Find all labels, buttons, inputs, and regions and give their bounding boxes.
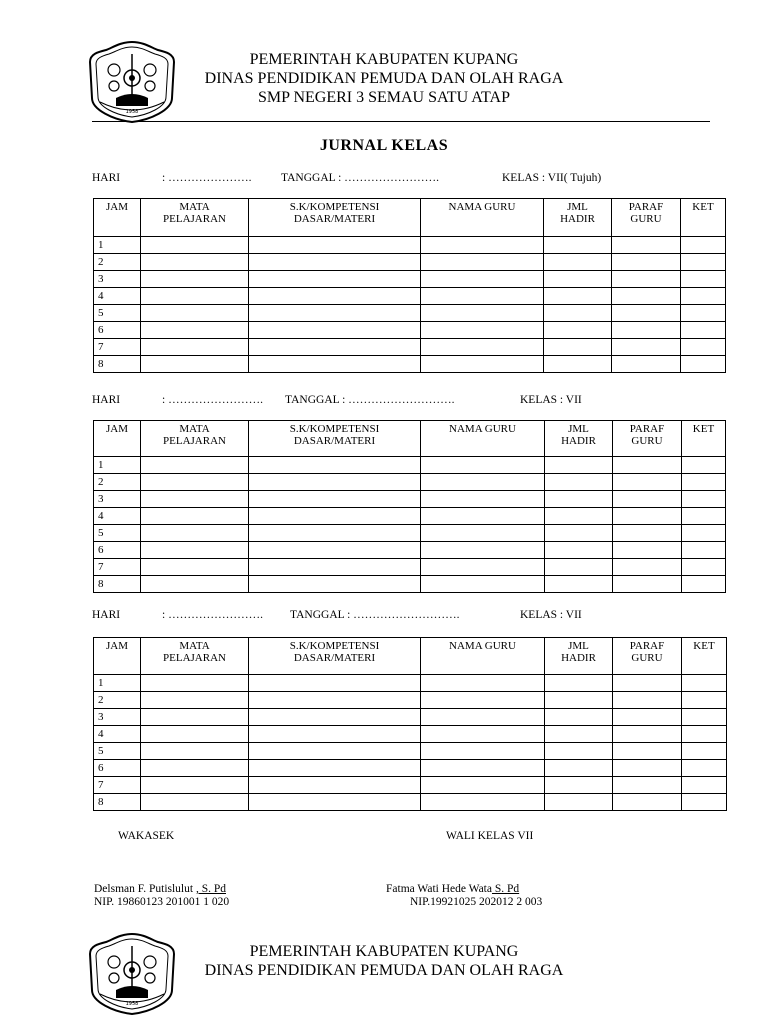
table-cell[interactable] xyxy=(613,760,682,777)
table-cell[interactable] xyxy=(249,794,421,811)
row-number: 3 xyxy=(94,491,141,508)
tanggal-field-3[interactable]: TANGGAL : ………………………. xyxy=(290,609,460,621)
table-cell[interactable] xyxy=(544,339,612,356)
table-cell[interactable] xyxy=(141,542,249,559)
row-number: 8 xyxy=(94,794,141,811)
col-ket: KET xyxy=(682,638,727,675)
table-row xyxy=(94,356,726,373)
table-cell[interactable] xyxy=(141,271,249,288)
table-cell[interactable] xyxy=(544,322,612,339)
table-cell[interactable] xyxy=(613,777,682,794)
table-cell[interactable] xyxy=(613,559,682,576)
table-cell[interactable] xyxy=(141,254,249,271)
row-number: 3 xyxy=(94,709,141,726)
row-number: 4 xyxy=(94,726,141,743)
signature-name-left: Delsman F. Putislulut , S. Pd xyxy=(94,883,226,895)
table-cell[interactable] xyxy=(421,322,544,339)
table-cell[interactable] xyxy=(681,237,726,254)
table-cell[interactable] xyxy=(421,777,545,794)
table-cell[interactable] xyxy=(141,726,249,743)
row-number: 1 xyxy=(94,675,141,692)
table-row xyxy=(94,709,727,726)
table-cell[interactable] xyxy=(545,709,613,726)
hari-field-1[interactable]: : …………………. xyxy=(162,172,252,184)
table-cell[interactable] xyxy=(141,743,249,760)
kelas-field-2: KELAS : VII xyxy=(520,394,582,406)
table-row xyxy=(94,474,726,491)
table-row xyxy=(94,525,726,542)
table-row xyxy=(94,322,726,339)
tanggal-field-1[interactable]: TANGGAL : ……………………. xyxy=(281,172,440,184)
table-cell[interactable] xyxy=(249,305,421,322)
table-cell[interactable] xyxy=(141,760,249,777)
table-cell[interactable] xyxy=(249,726,421,743)
table-row xyxy=(94,305,726,322)
col-paraf-guru: PARAF GURU xyxy=(613,638,682,675)
row-number: 8 xyxy=(94,356,141,373)
table-cell[interactable] xyxy=(681,339,726,356)
table-cell[interactable] xyxy=(141,777,249,794)
table-row xyxy=(94,508,726,525)
table-cell[interactable] xyxy=(545,474,613,491)
row-number: 7 xyxy=(94,777,141,794)
table-cell[interactable] xyxy=(249,542,421,559)
table-cell[interactable] xyxy=(613,794,682,811)
table-cell[interactable] xyxy=(545,542,613,559)
col-jam: JAM xyxy=(94,421,141,457)
table-cell[interactable] xyxy=(421,339,544,356)
table-cell[interactable] xyxy=(681,254,726,271)
row-number: 5 xyxy=(94,525,141,542)
row-number: 2 xyxy=(94,692,141,709)
table-cell[interactable] xyxy=(249,474,421,491)
footer-government: PEMERINTAH KABUPATEN KUPANG xyxy=(249,943,519,960)
col-jml-hadir: JML HADIR xyxy=(545,421,613,457)
table-cell[interactable] xyxy=(421,288,544,305)
table-cell[interactable] xyxy=(545,457,613,474)
table-cell[interactable] xyxy=(682,675,727,692)
col-kompetensi: S.K/KOMPETENSI DASAR/MATERI xyxy=(249,421,421,457)
table-cell[interactable] xyxy=(249,760,421,777)
table-cell[interactable] xyxy=(141,675,249,692)
table-cell[interactable] xyxy=(545,525,613,542)
table-cell[interactable] xyxy=(681,305,726,322)
table-cell[interactable] xyxy=(612,356,681,373)
table-cell[interactable] xyxy=(249,322,421,339)
hari-field-2[interactable]: : ……………………. xyxy=(162,394,263,406)
table-cell[interactable] xyxy=(613,542,682,559)
table-cell[interactable] xyxy=(141,474,249,491)
table-cell[interactable] xyxy=(249,675,421,692)
table-cell[interactable] xyxy=(421,675,545,692)
table-cell[interactable] xyxy=(421,794,545,811)
col-nama-guru: NAMA GURU xyxy=(421,421,545,457)
col-kompetensi: S.K/KOMPETENSI DASAR/MATERI xyxy=(249,638,421,675)
hari-field-3[interactable]: : ……………………. xyxy=(162,609,263,621)
table-cell[interactable] xyxy=(249,356,421,373)
table-row xyxy=(94,743,727,760)
kelas-field-1: KELAS : VII( Tujuh) xyxy=(502,172,602,184)
table-cell[interactable] xyxy=(421,542,545,559)
table-row xyxy=(94,777,727,794)
header-department: DINAS PENDIDIKAN PEMUDA DAN OLAH RAGA xyxy=(204,70,564,87)
table-cell[interactable] xyxy=(141,305,249,322)
table-cell[interactable] xyxy=(421,709,545,726)
table-cell[interactable] xyxy=(141,576,249,593)
table-cell[interactable] xyxy=(249,271,421,288)
table-cell[interactable] xyxy=(613,508,682,525)
logo-year: 1958 xyxy=(125,1001,139,1007)
row-number: 7 xyxy=(94,559,141,576)
table-cell[interactable] xyxy=(612,254,681,271)
journal-table-2 xyxy=(93,420,726,593)
col-mata-pelajaran: MATA PELAJARAN xyxy=(141,421,249,457)
footer-department: DINAS PENDIDIKAN PEMUDA DAN OLAH RAGA xyxy=(204,962,564,979)
table-cell[interactable] xyxy=(249,576,421,593)
table-cell[interactable] xyxy=(141,508,249,525)
row-number: 3 xyxy=(94,271,141,288)
table-row xyxy=(94,339,726,356)
col-mata-pelajaran: MATA PELAJARAN xyxy=(141,638,249,675)
row-number: 7 xyxy=(94,339,141,356)
col-jml-hadir: JML HADIR xyxy=(544,199,612,237)
table-cell[interactable] xyxy=(545,743,613,760)
table-row xyxy=(94,271,726,288)
hari-label-3: HARI xyxy=(92,609,121,621)
col-ket: KET xyxy=(681,199,726,237)
table-cell[interactable] xyxy=(249,559,421,576)
table-cell[interactable] xyxy=(682,491,726,508)
col-jam: JAM xyxy=(94,199,141,237)
table-cell[interactable] xyxy=(682,709,727,726)
journal-table-3 xyxy=(93,637,727,811)
table-cell[interactable] xyxy=(249,692,421,709)
table-cell[interactable] xyxy=(421,237,544,254)
table-cell[interactable] xyxy=(249,709,421,726)
page-title: JURNAL KELAS xyxy=(319,137,449,154)
table-cell[interactable] xyxy=(421,271,544,288)
table-row xyxy=(94,576,726,593)
row-number: 2 xyxy=(94,474,141,491)
col-jml-hadir: JML HADIR xyxy=(545,638,613,675)
table-cell[interactable] xyxy=(141,491,249,508)
table-cell[interactable] xyxy=(249,508,421,525)
table-row xyxy=(94,542,726,559)
signature-name-right: Fatma Wati Hede Wata S. Pd xyxy=(386,883,520,895)
table-cell[interactable] xyxy=(545,576,613,593)
table-cell[interactable] xyxy=(681,288,726,305)
table-cell[interactable] xyxy=(141,288,249,305)
col-nama-guru: NAMA GURU xyxy=(421,199,544,237)
table-cell[interactable] xyxy=(249,743,421,760)
table-cell[interactable] xyxy=(421,576,545,593)
table-cell[interactable] xyxy=(141,525,249,542)
table-cell[interactable] xyxy=(141,237,249,254)
table-cell[interactable] xyxy=(613,743,682,760)
row-number: 5 xyxy=(94,305,141,322)
table-cell[interactable] xyxy=(682,559,726,576)
table-cell[interactable] xyxy=(613,692,682,709)
table-cell[interactable] xyxy=(613,457,682,474)
table-row xyxy=(94,726,727,743)
table-cell[interactable] xyxy=(249,288,421,305)
table-row xyxy=(94,760,727,777)
table-cell[interactable] xyxy=(141,794,249,811)
row-number: 2 xyxy=(94,254,141,271)
table-cell[interactable] xyxy=(612,305,681,322)
table-cell[interactable] xyxy=(682,508,726,525)
row-number: 6 xyxy=(94,760,141,777)
table-cell[interactable] xyxy=(682,794,727,811)
table-cell[interactable] xyxy=(421,559,545,576)
table-cell[interactable] xyxy=(421,491,545,508)
table-cell[interactable] xyxy=(249,525,421,542)
table-cell[interactable] xyxy=(682,542,726,559)
row-number: 6 xyxy=(94,322,141,339)
table-cell[interactable] xyxy=(681,271,726,288)
table-cell[interactable] xyxy=(682,743,727,760)
table-cell[interactable] xyxy=(612,288,681,305)
table-cell[interactable] xyxy=(612,237,681,254)
signature-role-wakasek: WAKASEK xyxy=(118,830,175,842)
table-row xyxy=(94,491,726,508)
col-paraf-guru: PARAF GURU xyxy=(613,421,682,457)
table-cell[interactable] xyxy=(421,726,545,743)
row-number: 5 xyxy=(94,743,141,760)
row-number: 1 xyxy=(94,457,141,474)
table-cell[interactable] xyxy=(613,576,682,593)
row-number: 4 xyxy=(94,288,141,305)
table-cell[interactable] xyxy=(249,491,421,508)
table-cell[interactable] xyxy=(544,237,612,254)
table-row xyxy=(94,794,727,811)
col-nama-guru: NAMA GURU xyxy=(421,638,545,675)
table-cell[interactable] xyxy=(141,339,249,356)
signature-role-wali-kelas: WALI KELAS VII xyxy=(446,830,534,842)
kelas-field-3: KELAS : VII xyxy=(520,609,582,621)
table-cell[interactable] xyxy=(545,726,613,743)
header-school: SMP NEGERI 3 SEMAU SATU ATAP xyxy=(258,89,510,106)
table-cell[interactable] xyxy=(613,726,682,743)
table-cell[interactable] xyxy=(249,777,421,794)
journal-table-1 xyxy=(93,198,726,373)
table-cell[interactable] xyxy=(681,322,726,339)
table-cell[interactable] xyxy=(421,305,544,322)
table-row xyxy=(94,692,727,709)
tanggal-field-2[interactable]: TANGGAL : ………………………. xyxy=(285,394,455,406)
table-row xyxy=(94,288,726,305)
table-cell[interactable] xyxy=(141,709,249,726)
table-cell[interactable] xyxy=(141,322,249,339)
logo-year: 1958 xyxy=(125,109,139,115)
table-cell[interactable] xyxy=(681,356,726,373)
table-cell[interactable] xyxy=(421,254,544,271)
col-kompetensi: S.K/KOMPETENSI DASAR/MATERI xyxy=(249,199,421,237)
table-cell[interactable] xyxy=(249,457,421,474)
table-cell[interactable] xyxy=(612,271,681,288)
table-row xyxy=(94,254,726,271)
table-cell[interactable] xyxy=(613,525,682,542)
table-cell[interactable] xyxy=(682,474,726,491)
table-cell[interactable] xyxy=(421,525,545,542)
signature-nip-right: NIP.19921025 202012 2 003 xyxy=(410,896,543,908)
table-cell[interactable] xyxy=(613,491,682,508)
hari-label-2: HARI xyxy=(92,394,121,406)
table-cell[interactable] xyxy=(421,743,545,760)
table-cell[interactable] xyxy=(682,576,726,593)
table-cell[interactable] xyxy=(249,339,421,356)
table-cell[interactable] xyxy=(682,525,726,542)
table-cell[interactable] xyxy=(545,692,613,709)
table-row xyxy=(94,457,726,474)
table-cell[interactable] xyxy=(613,675,682,692)
table-cell[interactable] xyxy=(545,559,613,576)
table-cell[interactable] xyxy=(421,356,544,373)
table-cell[interactable] xyxy=(682,457,726,474)
col-mata-pelajaran: MATA PELAJARAN xyxy=(141,199,249,237)
row-number: 1 xyxy=(94,237,141,254)
table-cell[interactable] xyxy=(612,339,681,356)
table-cell[interactable] xyxy=(141,692,249,709)
table-cell[interactable] xyxy=(544,288,612,305)
table-cell[interactable] xyxy=(421,457,545,474)
table-cell[interactable] xyxy=(682,726,727,743)
table-cell[interactable] xyxy=(682,760,727,777)
table-cell[interactable] xyxy=(612,322,681,339)
table-cell[interactable] xyxy=(141,559,249,576)
table-cell[interactable] xyxy=(544,271,612,288)
signature-nip-left: NIP. 19860123 201001 1 020 xyxy=(94,896,230,908)
row-number: 8 xyxy=(94,576,141,593)
table-cell[interactable] xyxy=(682,777,727,794)
table-cell[interactable] xyxy=(421,508,545,525)
table-cell[interactable] xyxy=(544,254,612,271)
table-row xyxy=(94,237,726,254)
table-cell[interactable] xyxy=(421,760,545,777)
col-ket: KET xyxy=(682,421,726,457)
header-divider xyxy=(92,121,710,122)
table-cell[interactable] xyxy=(545,760,613,777)
table-row xyxy=(94,675,727,692)
table-cell[interactable] xyxy=(141,457,249,474)
table-cell[interactable] xyxy=(613,474,682,491)
table-cell[interactable] xyxy=(544,305,612,322)
table-cell[interactable] xyxy=(249,254,421,271)
table-cell[interactable] xyxy=(545,508,613,525)
col-paraf-guru: PARAF GURU xyxy=(612,199,681,237)
table-row xyxy=(94,559,726,576)
table-cell[interactable] xyxy=(613,709,682,726)
table-cell[interactable] xyxy=(545,675,613,692)
table-cell[interactable] xyxy=(249,237,421,254)
table-cell[interactable] xyxy=(544,356,612,373)
table-cell[interactable] xyxy=(421,474,545,491)
table-cell[interactable] xyxy=(545,794,613,811)
table-cell[interactable] xyxy=(545,491,613,508)
header-government: PEMERINTAH KABUPATEN KUPANG xyxy=(249,51,519,68)
table-cell[interactable] xyxy=(682,692,727,709)
table-cell[interactable] xyxy=(545,777,613,794)
table-cell[interactable] xyxy=(421,692,545,709)
row-number: 6 xyxy=(94,542,141,559)
table-cell[interactable] xyxy=(141,356,249,373)
col-jam: JAM xyxy=(94,638,141,675)
hari-label-1: HARI xyxy=(92,172,121,184)
row-number: 4 xyxy=(94,508,141,525)
